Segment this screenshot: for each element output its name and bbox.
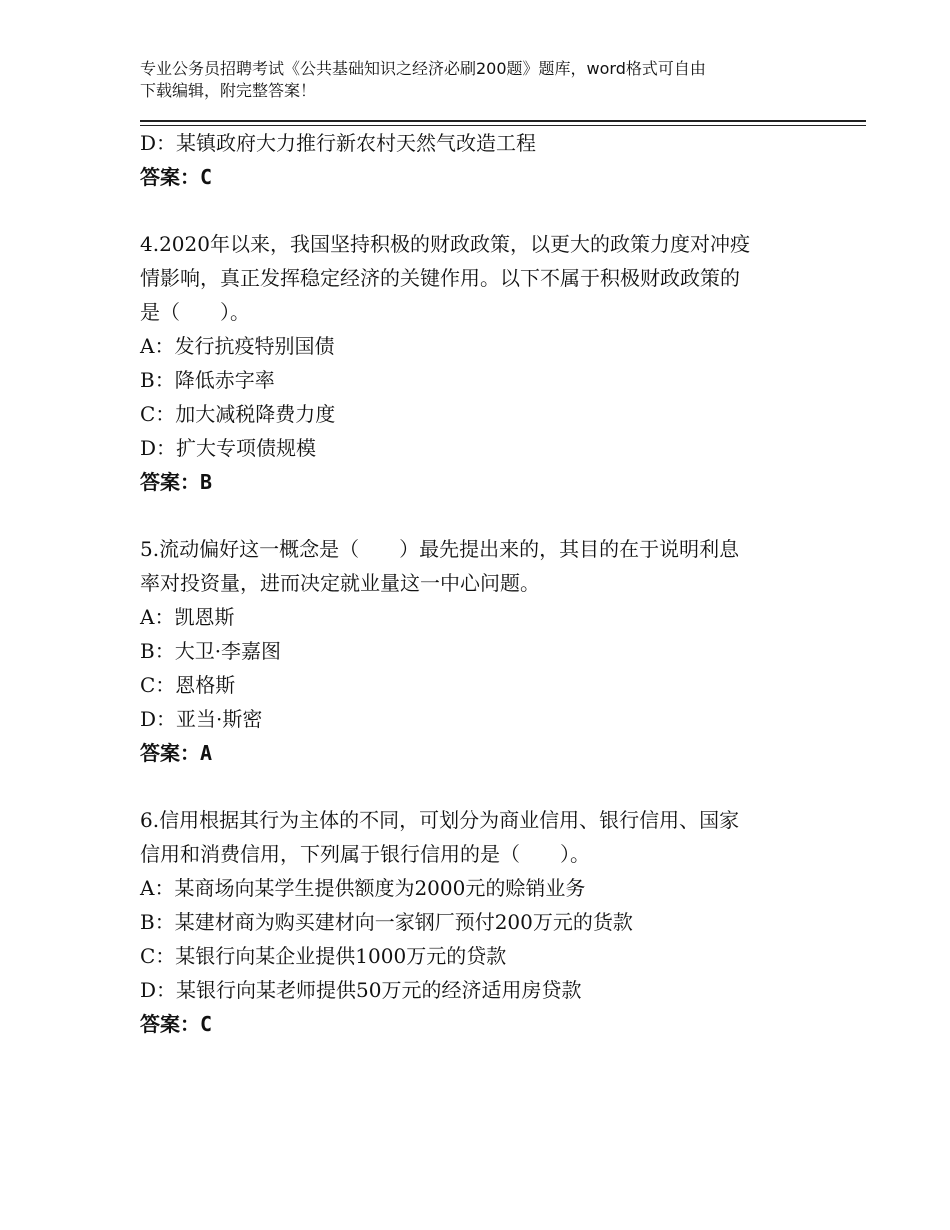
q5-answer [140, 736, 840, 770]
q4-option-c: C：加大减税降费力度 [140, 402, 336, 426]
q4-stem-line-2: 情影响，真正发挥稳定经济的关键作用。以下不属于积极财政政策的 [140, 266, 740, 290]
q6-stem-line-1: 6.信用根据其行为主体的不同，可划分为商业信用、银行信用、国家 [140, 808, 740, 832]
q5-option-c: C：恩格斯 [140, 673, 236, 697]
q6-stem-line-2: 信用和消费信用，下列属于银行信用的是（ ）。 [140, 842, 590, 866]
q4-answer-label: 答案： [140, 470, 200, 494]
q4-stem-line-1: 4.2020年以来，我国坚持积极的财政政策，以更大的政策力度对冲疫 [140, 232, 750, 256]
q5-stem-line-1: 5.流动偏好这一概念是（ ）最先提出来的，其目的在于说明利息 [140, 537, 740, 561]
q6-option-b: B：某建材商为购买建材向一家钢厂预付200万元的货款 [140, 910, 633, 934]
q4-option-a: A：发行抗疫特别国债 [140, 334, 335, 358]
q5-option-b: B：大卫·李嘉图 [140, 639, 282, 663]
q5-stem-line-2: 率对投资量，进而决定就业量这一中心问题。 [140, 571, 540, 595]
header-rule-thick [140, 120, 866, 122]
header-line-2: 下载编辑，附完整答案！ [140, 81, 317, 100]
q4-answer-value: B [200, 470, 213, 494]
spacer [140, 194, 840, 227]
q6-option-c: C：某银行向某企业提供1000万元的贷款 [140, 944, 507, 968]
q5-answer-label: 答案： [140, 741, 200, 765]
document-body [140, 126, 840, 1041]
q6-answer-label: 答案： [140, 1012, 200, 1036]
q4-option-d: D：扩大专项债规模 [140, 436, 317, 460]
q6-option-a: A：某商场向某学生提供额度为2000元的赊销业务 [140, 876, 586, 900]
spacer [140, 499, 840, 532]
q5-answer-value: A [200, 741, 213, 765]
spacer [140, 770, 840, 803]
q3-answer [140, 160, 840, 194]
q5-option-d: D：亚当·斯密 [140, 707, 263, 731]
q3-option-d: D：某镇政府大力推行新农村天然气改造工程 [140, 131, 537, 155]
q6-answer [140, 1007, 840, 1041]
q3-answer-value: C [200, 165, 213, 189]
q4-option-b: B：降低赤字率 [140, 368, 275, 392]
q6-answer-value: C [200, 1012, 213, 1036]
q4-stem-line-3: 是（ ）。 [140, 300, 250, 324]
document-header [140, 58, 820, 102]
q3-answer-label: 答案： [140, 165, 200, 189]
q4-answer [140, 465, 840, 499]
q5-option-a: A：凯恩斯 [140, 605, 235, 629]
q6-option-d: D：某银行向某老师提供50万元的经济适用房贷款 [140, 978, 582, 1002]
header-line-1: 专业公务员招聘考试《公共基础知识之经济必刷200题》题库，word格式可自由 [140, 59, 706, 78]
